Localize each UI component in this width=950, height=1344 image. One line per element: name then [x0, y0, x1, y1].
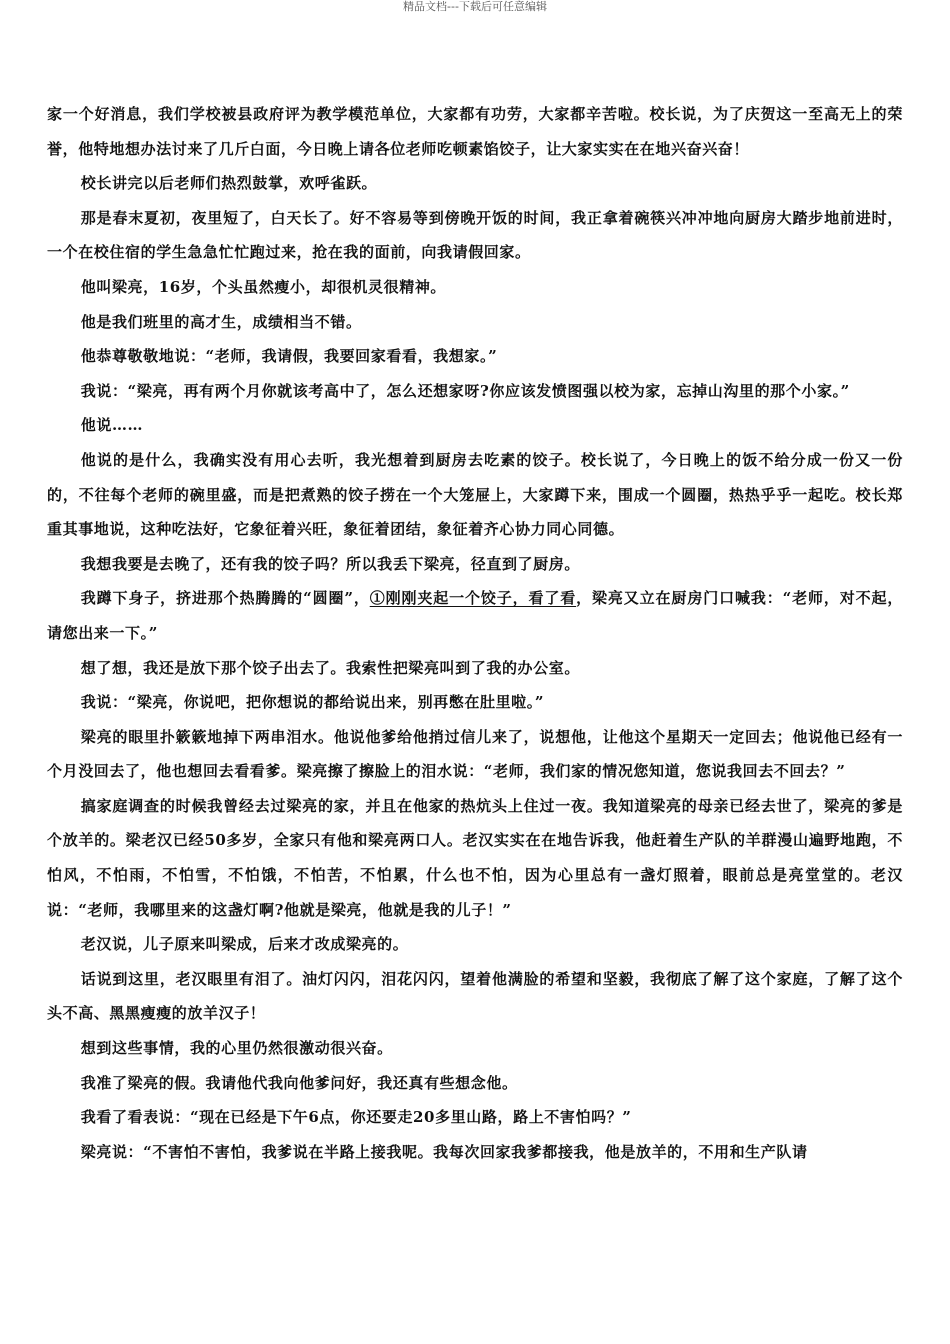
- paragraph: 校长讲完以后老师们热烈鼓掌，欢呼雀跃。: [80, 174, 378, 193]
- paragraph: 梁亮说：“不害怕不害怕，我爹说在半路上接我呢。我每次回家我爹都接我，他是放羊的，不用和生产队请: [80, 1142, 808, 1161]
- page-header-watermark: 精品文档---下载后可任意编辑: [403, 0, 547, 13]
- paragraph: 老汉说，儿子原来叫梁成，后来才改成梁亮的。: [80, 935, 409, 954]
- paragraph: 想到这些事情，我的心里仍然很激动很兴奋。: [80, 1039, 393, 1058]
- paragraph: 我说：“梁亮，再有两个月你就该考高中了，怎么还想家呀?你应该发愤图强以校为家，忘掉山沟里的那个小家。”: [80, 381, 850, 400]
- paragraph: 梁亮的眼里扑簌簌地掉下两串泪水。他说他爹给他捎过信儿来了，说想他，让他这个星期天一定回去；他说他已经有一个月没回去了，他也想回去看看爹。梁亮擦了擦脸上的泪水说：“老师，我们家的情况您知道，您说我回去不回去？”: [47, 727, 903, 781]
- paragraph: 我看了看表说：“现在已经是下午6点，你还要走20多里山路，路上不害怕吗？”: [80, 1108, 632, 1127]
- paragraph-text: 我蹲下身子，挤进那个热腾腾的“圆圈”，: [80, 589, 370, 608]
- paragraph: 他是我们班里的高才生，成绩相当不错。: [80, 312, 362, 331]
- paragraph: 我说：“梁亮，你说吧，把你想说的都给说出来，别再憋在肚里啦。”: [80, 693, 545, 712]
- paragraph: 他叫梁亮，16岁，个头虽然瘦小，却很机灵很精神。: [80, 277, 447, 296]
- paragraph: 我准了梁亮的假。我请他代我向他爹问好，我还真有些想念他。: [80, 1073, 518, 1092]
- paragraph: 想了想，我还是放下那个饺子出去了。我索性把梁亮叫到了我的办公室。: [80, 658, 580, 677]
- paragraph: 家一个好消息，我们学校被县政府评为教学模范单位，大家都有功劳，大家都辛苦啦。校长说，为了庆贺这一至高无上的荣誉，他特地想办法讨来了几斤白面，今日晚上请各位老师吃顿素馅饺子，让大家实实在在地兴奋兴奋！: [47, 105, 903, 158]
- paragraph: 话说到这里，老汉眼里有泪了。油灯闪闪，泪花闪闪，望着他满脸的希望和坚毅，我彻底了解了这个家庭，了解了这个头不高、黑黑瘦瘦的放羊汉子！: [47, 969, 903, 1023]
- paragraph: 他说的是什么，我确实没有用心去听，我光想着到厨房去吃素的饺子。校长说了，今日晚上的饭不给分成一份又一份的，不往每个老师的碗里盛，而是把煮熟的饺子捞在一个大笼屉上，大家蹲下来，围成一个圆圈，热热乎乎一起吃。校长郑重其事地说，这种吃法好，它象征着兴旺，象征着团结，象征着齐心协力同心同德。: [47, 450, 903, 539]
- paragraph: 搞家庭调查的时候我曾经去过梁亮的家，并且在他家的热炕头上住过一夜。我知道梁亮的母亲已经去世了，梁亮的爹是个放羊的。梁老汉已经50多岁，全家只有他和梁亮两口人。老汉实实在在地告诉我，他赶着生产队的羊群漫山遍野地跑，不怕风，不怕雨，不怕雪，不怕饿，不怕苦，不怕累，什么也不怕，因为心里总有一盏灯照着，眼前总是亮堂堂的。老汉说：“老师，我哪里来的这盏灯啊?他就是梁亮，他就是我的儿子！”: [47, 796, 903, 919]
- paragraph: 那是春末夏初，夜里短了，白天长了。好不容易等到傍晚开饭的时间，我正拿着碗筷兴冲冲地向厨房大踏步地前进时，一个在校住宿的学生急急忙忙跑过来，抢在我的面前，向我请假回家。: [47, 208, 903, 262]
- paragraph: [47, 581, 903, 650]
- paragraph: 他说……: [80, 416, 144, 435]
- paragraph: 我想我要是去晚了，还有我的饺子吗？所以我丢下梁亮，径直到了厨房。: [80, 554, 580, 573]
- underlined-sentence: ①刚刚夹起一个饺子，看了看: [369, 589, 577, 608]
- document-body: [47, 97, 903, 1169]
- paragraph: 他恭尊敬敬地说：“老师，我请假，我要回家看看，我想家。”: [80, 347, 498, 366]
- paragraph-text: ，梁亮又立在厨房门口喊我：“老师，对不起，请您出来一下。”: [47, 589, 903, 642]
